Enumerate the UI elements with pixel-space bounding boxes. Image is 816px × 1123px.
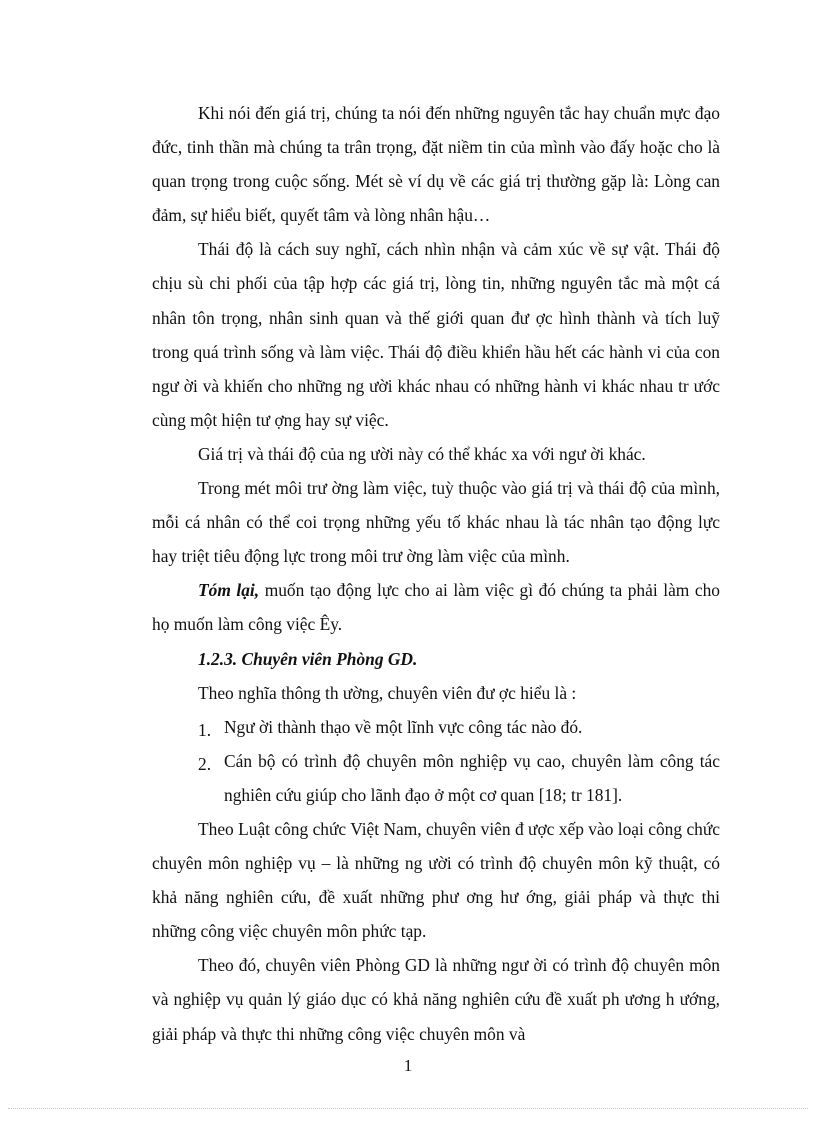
page-bottom-rule (8, 1108, 808, 1109)
list-text: Cán bộ có trình độ chuyên môn nghiệp vụ cao, chuyên làm công tác nghiên cứu giúp cho lãnh đạo ở một cơ quan [18; tr 181]. (224, 750, 720, 805)
paragraph-work-environment: Trong mét môi trư ờng làm việc, tuỳ thuộc vào giá trị và thái độ của mình, mỗi cá nhân có thể coi trọng những yếu tố khác nhau là tác nhân tạo động lực hay triệt tiêu động lực trong môi trư ờng làm việc của mình. (152, 478, 720, 567)
summary-lead: Tóm lại, (198, 580, 260, 601)
section-heading: 1.2.3. Chuyên viên Phòng GD. (198, 648, 418, 669)
paragraph-attitude: Thái độ là cách suy nghĩ, cách nhìn nhận và cảm xúc về sự vật. Thái độ chịu sù chi phối của tập hợp các giá trị, lòng tin, những nguyên tắc mà một cá nhân tôn trọng, nhân sinh quan và thế giới quan đư ợc hình thành và tích luỹ trong quá trình sống và làm việc. Thái độ điều khiển hầu hết các hành vi của con ngư ời và khiến cho những ng ười khác nhau có những hành vi khác nhau tr ước cùng một hiện tư ợng hay sự việc. (152, 239, 720, 430)
list-text: Ngư ời thành thạo về một lĩnh vực công tác nào đó. (224, 716, 583, 737)
page-number: 1 (403, 1056, 413, 1075)
body-text (152, 96, 720, 1051)
summary-text: muốn tạo động lực cho ai làm việc gì đó chúng ta phải làm cho họ muốn làm công việc Êy. (152, 580, 720, 635)
paragraph-summary (152, 573, 720, 641)
paragraph-values: Khi nói đến giá trị, chúng ta nói đến những nguyên tắc hay chuẩn mực đạo đức, tinh thần mà chúng ta trân trọng, đặt niềm tin của mình vào đấy hoặc cho là quan trọng trong cuộc sống. Mét sè ví dụ về các giá trị thường gặp là: Lòng can đảm, sự hiểu biết, quyết tâm và lòng nhân hậu… (152, 103, 720, 226)
paragraph-civil-service-law: Theo Luật công chức Việt Nam, chuyên viên đ ược xếp vào loại công chức chuyên môn nghiệp vụ – là những ng ười có trình độ chuyên môn kỹ thuật, có khả năng nghiên cứu, đề xuất những phư ơng hư ớng, giải pháp và thực thi những công việc chuyên môn phức tạp. (152, 818, 720, 942)
paragraph-differences: Giá trị và thái độ của ng ười này có thể khác xa với ngư ời khác. (198, 443, 646, 464)
paragraph-specialist: Theo đó, chuyên viên Phòng GD là những ngư ời có trình độ chuyên môn và nghiệp vụ quản lý giáo dục có khả năng nghiên cứu đề xuất ph ương h ướng, giải pháp và thực thi những công việc chuyên môn và (152, 955, 720, 1044)
list-item (152, 710, 720, 744)
paragraph-definition: Theo nghĩa thông th ường, chuyên viên đư ợc hiểu là : (198, 682, 577, 703)
list-item (152, 744, 720, 812)
list-number: 1. (198, 719, 212, 740)
list-number: 2. (198, 753, 212, 774)
